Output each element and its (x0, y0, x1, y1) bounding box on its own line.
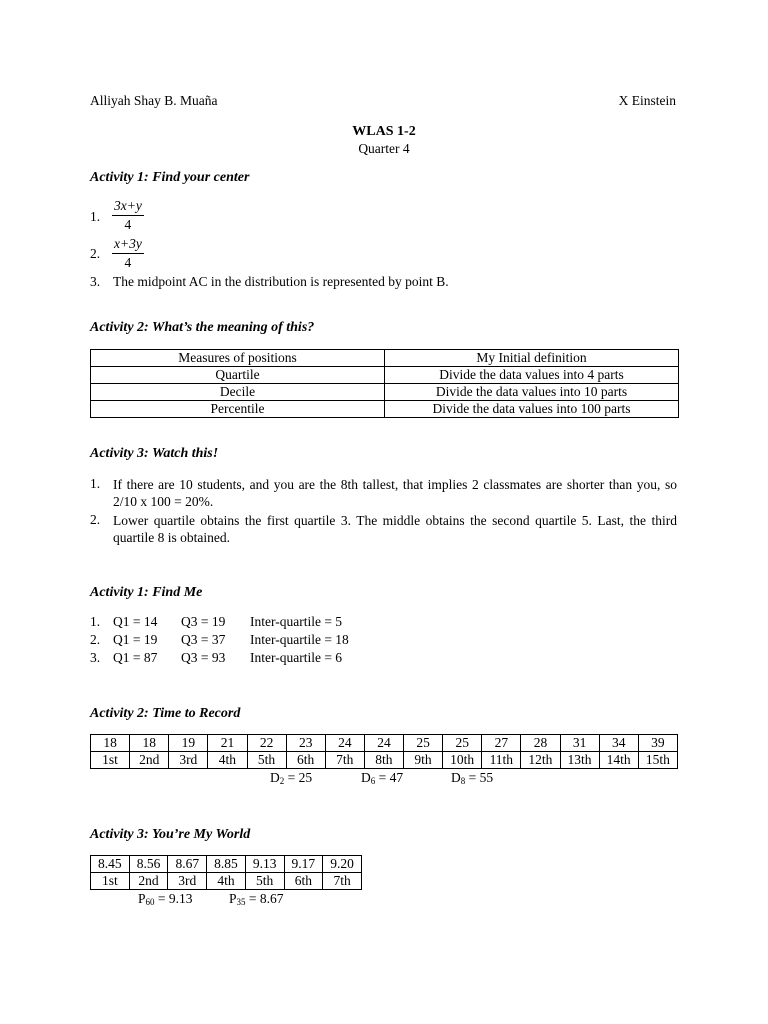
document-subtitle: Quarter 4 (358, 141, 410, 156)
value-cell: 21 (208, 735, 247, 752)
findme-row-2-number: 2. (90, 632, 101, 647)
rank-cell: 13th (560, 752, 599, 769)
percentile-letter: P (138, 891, 146, 906)
table-header-cell: My Initial definition (385, 350, 679, 367)
value-cell: 9.17 (284, 856, 323, 873)
rank-cell: 5th (247, 752, 286, 769)
document-title: WLAS 1-2 (352, 124, 416, 139)
table-cell: Percentile (91, 401, 385, 418)
rank-cell: 6th (284, 873, 323, 890)
value-cell: 34 (599, 735, 638, 752)
value-cell: 8.67 (168, 856, 207, 873)
table-header-cell: Measures of positions (91, 350, 385, 367)
act3-item-1-number: 1. (90, 476, 101, 491)
decile-value: = 55 (465, 770, 494, 785)
rank-cell: 12th (521, 752, 560, 769)
findme-row-3-number: 3. (90, 650, 101, 665)
act1-item-1-number: 1. (90, 209, 101, 224)
value-cell: 18 (130, 735, 169, 752)
findme-row-2-q1: Q1 = 19 (113, 632, 158, 647)
percentile-p35 (229, 891, 284, 907)
rank-cell: 5th (245, 873, 284, 890)
rank-cell: 2nd (129, 873, 168, 890)
record-heading: Activity 2: Time to Record (90, 706, 241, 721)
percentile-p60 (138, 891, 193, 907)
decile-d2 (270, 770, 312, 786)
value-cell: 25 (443, 735, 482, 752)
decile-d8 (451, 770, 493, 786)
act2-heading: Activity 2: What’s the meaning of this? (90, 320, 315, 335)
values-row (91, 856, 362, 873)
value-cell: 31 (560, 735, 599, 752)
percentile-value: = 8.67 (245, 891, 284, 906)
decile-value: = 47 (375, 770, 404, 785)
value-cell: 9.20 (323, 856, 362, 873)
values-row (91, 735, 678, 752)
measures-table (90, 349, 679, 418)
act1-item-2-number: 2. (90, 246, 101, 261)
findme-row-1-iqr: Inter-quartile = 5 (250, 614, 343, 629)
act1-item-3-text: The midpoint AC in the distribution is represented by point B. (113, 274, 449, 289)
findme-heading: Activity 1: Find Me (90, 585, 203, 600)
fraction-numerator: x+3y (112, 236, 144, 254)
findme-row-3-iqr: Inter-quartile = 6 (250, 650, 343, 665)
value-cell: 23 (286, 735, 325, 752)
rank-cell: 1st (91, 873, 130, 890)
rank-cell: 3rd (169, 752, 208, 769)
decile-letter: D (451, 770, 461, 785)
act1-item-1-fraction (112, 198, 144, 233)
value-cell: 25 (404, 735, 443, 752)
table-row (91, 401, 679, 418)
world-table (90, 855, 362, 890)
percentile-letter: P (229, 891, 237, 906)
table-cell: Quartile (91, 367, 385, 384)
act1-heading: Activity 1: Find your center (90, 170, 250, 185)
world-heading: Activity 3: You’re My World (90, 827, 251, 842)
rank-cell: 9th (404, 752, 443, 769)
findme-row-1-q3: Q3 = 19 (181, 614, 226, 629)
table-cell: Decile (91, 384, 385, 401)
value-cell: 9.13 (245, 856, 284, 873)
decile-subscript: 8 (460, 776, 466, 786)
rank-cell: 10th (443, 752, 482, 769)
findme-row-1-number: 1. (90, 614, 101, 629)
findme-row-3-q1: Q1 = 87 (113, 650, 158, 665)
act1-item-2-fraction (112, 236, 144, 271)
rank-cell: 1st (91, 752, 130, 769)
rank-cell: 2nd (130, 752, 169, 769)
decile-d6 (361, 770, 403, 786)
table-row (91, 384, 679, 401)
record-table (90, 734, 678, 769)
table-row (91, 367, 679, 384)
findme-row-3-q3: Q3 = 93 (181, 650, 226, 665)
value-cell: 8.85 (207, 856, 246, 873)
findme-row-2-q3: Q3 = 37 (181, 632, 226, 647)
decile-letter: D (270, 770, 280, 785)
rank-cell: 15th (638, 752, 677, 769)
fraction-denominator: 4 (124, 217, 132, 232)
decile-value: = 25 (284, 770, 313, 785)
act3-heading: Activity 3: Watch this! (90, 446, 219, 461)
table-cell: Divide the data values into 100 parts (385, 401, 679, 418)
rank-cell: 14th (599, 752, 638, 769)
act1-item-3-number: 3. (90, 274, 101, 289)
decile-subscript: 6 (370, 776, 376, 786)
rank-cell: 8th (364, 752, 403, 769)
value-cell: 8.45 (91, 856, 130, 873)
act3-item-1-text: If there are 10 students, and you are the 8th tallest, that implies 2 classmates are shorter than you, so 2/10 x 100 = 20%. (113, 477, 677, 509)
value-cell: 8.56 (129, 856, 168, 873)
findme-row-1-q1: Q1 = 14 (113, 614, 158, 629)
findme-row-2-iqr: Inter-quartile = 18 (250, 632, 349, 647)
section-name: X Einstein (618, 93, 676, 108)
value-cell: 27 (482, 735, 521, 752)
percentile-subscript: 60 (145, 897, 155, 907)
value-cell: 24 (364, 735, 403, 752)
student-name: Alliyah Shay B. Muaña (90, 93, 218, 108)
act3-item-2-text: Lower quartile obtains the first quartile 3. The middle obtains the second quartile 5. Last, the third quartile 8 is obtained. (113, 513, 677, 545)
percentile-subscript: 35 (236, 897, 246, 907)
table-cell: Divide the data values into 4 parts (385, 367, 679, 384)
fraction-denominator: 4 (124, 255, 132, 270)
decile-letter: D (361, 770, 371, 785)
value-cell: 22 (247, 735, 286, 752)
table-header-row (91, 350, 679, 367)
table-cell: Divide the data values into 10 parts (385, 384, 679, 401)
rank-cell: 3rd (168, 873, 207, 890)
value-cell: 19 (169, 735, 208, 752)
value-cell: 39 (638, 735, 677, 752)
decile-subscript: 2 (279, 776, 285, 786)
value-cell: 18 (91, 735, 130, 752)
value-cell: 28 (521, 735, 560, 752)
value-cell: 24 (325, 735, 364, 752)
rank-cell: 6th (286, 752, 325, 769)
fraction-numerator: 3x+y (112, 198, 144, 216)
percentile-value: = 9.13 (154, 891, 193, 906)
rank-cell: 11th (482, 752, 521, 769)
rank-cell: 4th (208, 752, 247, 769)
rank-cell: 4th (207, 873, 246, 890)
ranks-row (91, 752, 678, 769)
rank-cell: 7th (323, 873, 362, 890)
rank-cell: 7th (325, 752, 364, 769)
act3-item-2-number: 2. (90, 512, 101, 527)
ranks-row (91, 873, 362, 890)
